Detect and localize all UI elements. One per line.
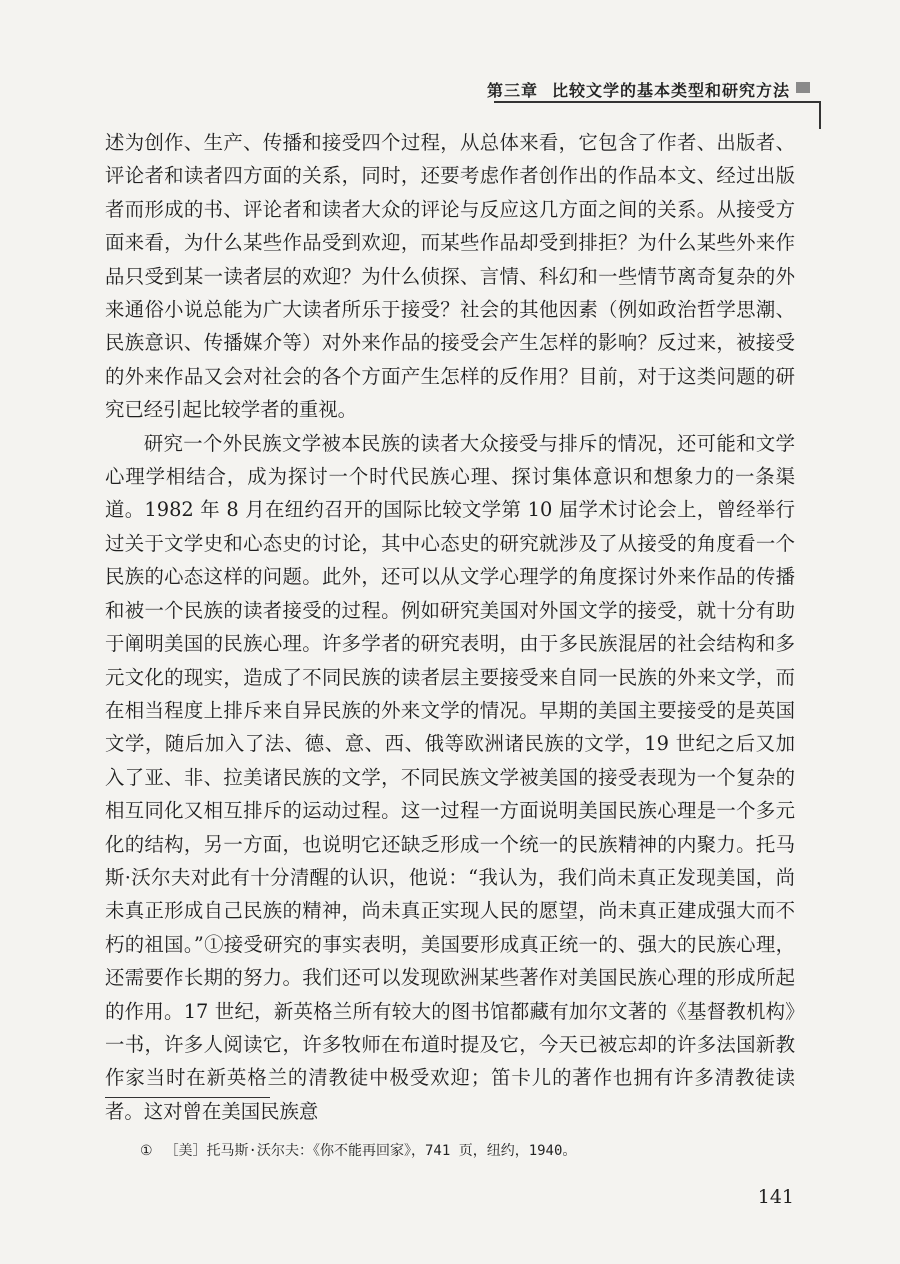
chapter-title: 比较文学的基本类型和研究方法 [551, 81, 790, 100]
running-head [0, 70, 900, 110]
page-number: 141 [757, 1186, 794, 1208]
header-rule [494, 101, 820, 103]
paragraph-2: 研究一个外民族文学被本民族的读者大众接受与排斥的情况，还可能和文学心理学相结合，成为探讨一个时代民族心理、探讨集体意识和想象力的一条渠道。1982 年 8 月在纽约召开的国际比较文学第 10 届学术讨论会上，曾经举行过关于文学史和心态史的讨论，其中心态史的研究就涉及了从接受的角度看一个民族的心态这样的问题。此外，还可以从文学心理学的角度探讨外来作品的传播和被一个民族的读者接受的过程。例如研究美国对外国文学的接受，就十分有助于阐明美国的民族心理。许多学者的研究表明，由于多民族混居的社会结构和多元文化的现实，造成了不同民族的读者层主要接受来自同一民族的外来文学，而在相当程度上排斥来自异民族的外来文学的情况。早期的美国主要接受的是英国文学，随后加入了法、德、意、西、俄等欧洲诸民族的文学，19 世纪之后又加入了亚、非、拉美诸民族的文学，不同民族文学被美国的接受表现为一个复杂的相互同化又相互排斥的运动过程。这一过程一方面说明美国民族心理是一个多元化的结构，另一方面，也说明它还缺乏形成一个统一的民族精神的内聚力。托马斯·沃尔夫对此有十分清醒的认识，他说：“我认为，我们尚未真正发现美国，尚未真正形成自己民族的精神，尚未真正实现人民的愿望，尚未真正建成强大而不朽的祖国。”①接受研究的事实表明，美国要形成真正统一的、强大的民族心理，还需要作长期的努力。我们还可以发现欧洲某些著作对美国民族心理的形成所起的作用。17 世纪，新英格兰所有较大的图书馆都藏有加尔文著的《基督教机构》一书，许多人阅读它，许多牧师在布道时提及它，今天已被忘却的许多法国新教作家当时在新英格兰的清教徒中极受欢迎；笛卡儿的著作也拥有许多清教徒读者。这对曾在美国民族意 [105, 431, 795, 1123]
footnote-text: ［美］托马斯·沃尔夫：《你不能再回家》，741 页，纽约，1940。 [164, 1143, 577, 1159]
header-vertical-rule [819, 101, 821, 129]
body-text [105, 126, 795, 1128]
footnote-rule [105, 1097, 270, 1098]
paragraph-1: 述为创作、生产、传播和接受四个过程，从总体来看，它包含了作者、出版者、评论者和读者四方面的关系，同时，还要考虑作者创作出的作品本文、经过出版者而形成的书、评论者和读者大众的评论与反应这几方面之间的关系。从接受方面来看，为什么某些作品受到欢迎，而某些作品却受到排拒？为什么某些外来作品只受到某一读者层的欢迎？为什么侦探、言情、科幻和一些情节离奇复杂的外来通俗小说总能为广大读者所乐于接受？社会的其他因素（例如政治哲学思潮、民族意识、传播媒介等）对外来作品的接受会产生怎样的影响？反过来，被接受的外来作品又会对社会的各个方面产生怎样的反作用？目前，对于这类问题的研究已经引起比较学者的重视。 [105, 131, 795, 422]
chapter-label: 第三章 [486, 81, 538, 100]
footnote [140, 1140, 576, 1160]
footnote-mark: ① [140, 1143, 153, 1159]
running-head-text [487, 78, 790, 101]
header-marker-block [796, 82, 810, 93]
